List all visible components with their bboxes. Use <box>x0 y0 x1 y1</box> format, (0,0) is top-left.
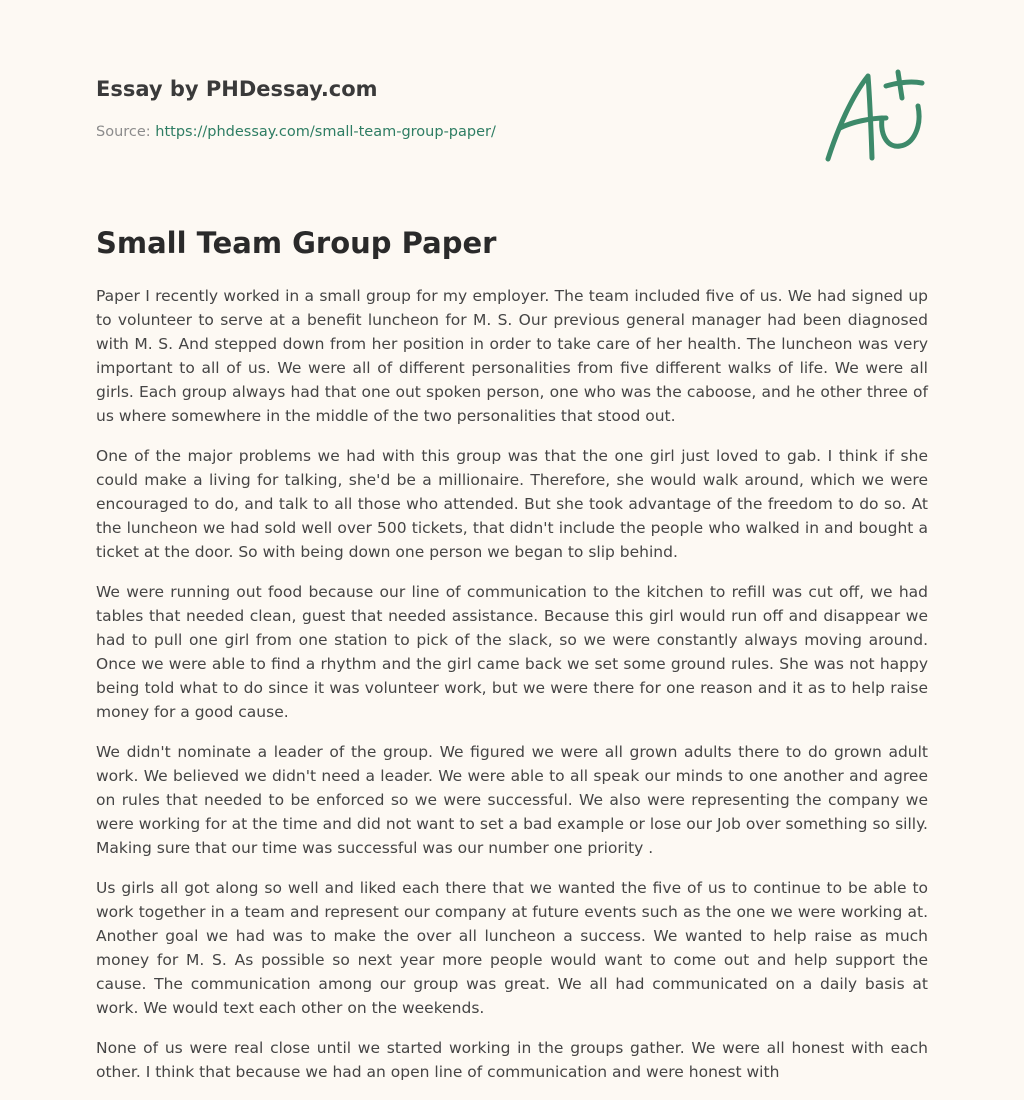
essay-paragraph: We didn't nominate a leader of the group. We figured we were all grown adults there to do grown adult work. We believed we didn't need a leader. We were able to all speak our minds to one another and agree on rules that needed to be enforced so we were successful. We also were representing the company we were working for at the time and did not want to set a bad example or lose our Job over something so silly. Making sure that our time was successful was our number one priority . <box>96 743 928 857</box>
source-label: Source: <box>96 124 156 140</box>
essay-paragraph: We were running out food because our line of communication to the kitchen to refill was cut off, we had tables that needed clean, guest that needed assistance. Because this girl would run off and disappear we had to pull one girl from one station to pick of the slack, so we were constantly always moving around. Once we were able to find a rhythm and the girl came back we set some ground rules. She was not happy being told what to do since it was volunteer work, but we were there for one reason and it as to help raise money for a good cause. <box>96 583 928 721</box>
essay-paragraph: None of us were real close until we started working in the groups gather. We were all honest with each other. I think that because we had an open line of communication and were honest with <box>96 1039 928 1081</box>
site-brand: Essay by PHDessay.com <box>96 77 378 101</box>
essay-paragraph: Paper I recently worked in a small group for my employer. The team included five of us. We had signed up to volunteer to serve at a benefit luncheon for M. S. Our previous general manager had been diagnosed with M. S. And stepped down from her position in order to take care of her health. The luncheon was very important to all of us. We were all of different personalities from five different walks of life. We were all girls. Each group always had that one out spoken person, one who was the caboose, and he other three of us where somewhere in the middle of the two personalities that stood out. <box>96 287 928 425</box>
source-line <box>96 124 496 140</box>
source-link[interactable]: https://phdessay.com/small-team-group-paper/ <box>155 124 496 140</box>
a-plus-grade-icon <box>824 66 928 164</box>
essay-body <box>96 284 928 1100</box>
essay-paragraph: Us girls all got along so well and liked each there that we wanted the five of us to continue to be able to work together in a team and represent our company at future events such as the one we were working at. Another goal we had was to make the over all luncheon a success. We wanted to help raise as much money for M. S. As possible so next year more people would want to come out and help support the cause. The communication among our group was great. We all had communicated on a daily basis at work. We would text each other on the weekends. <box>96 879 928 1017</box>
essay-paragraph: One of the major problems we had with this group was that the one girl just loved to gab. I think if she could make a living for talking, she'd be a millionaire. Therefore, she would walk around, which we were encouraged to do, and talk to all those who attended. But she took advantage of the freedom to do so. At the luncheon we had sold well over 500 tickets, that didn't include the people who walked in and bought a ticket at the door. So with being down one person we began to slip behind. <box>96 447 928 561</box>
essay-title: Small Team Group Paper <box>96 226 497 260</box>
